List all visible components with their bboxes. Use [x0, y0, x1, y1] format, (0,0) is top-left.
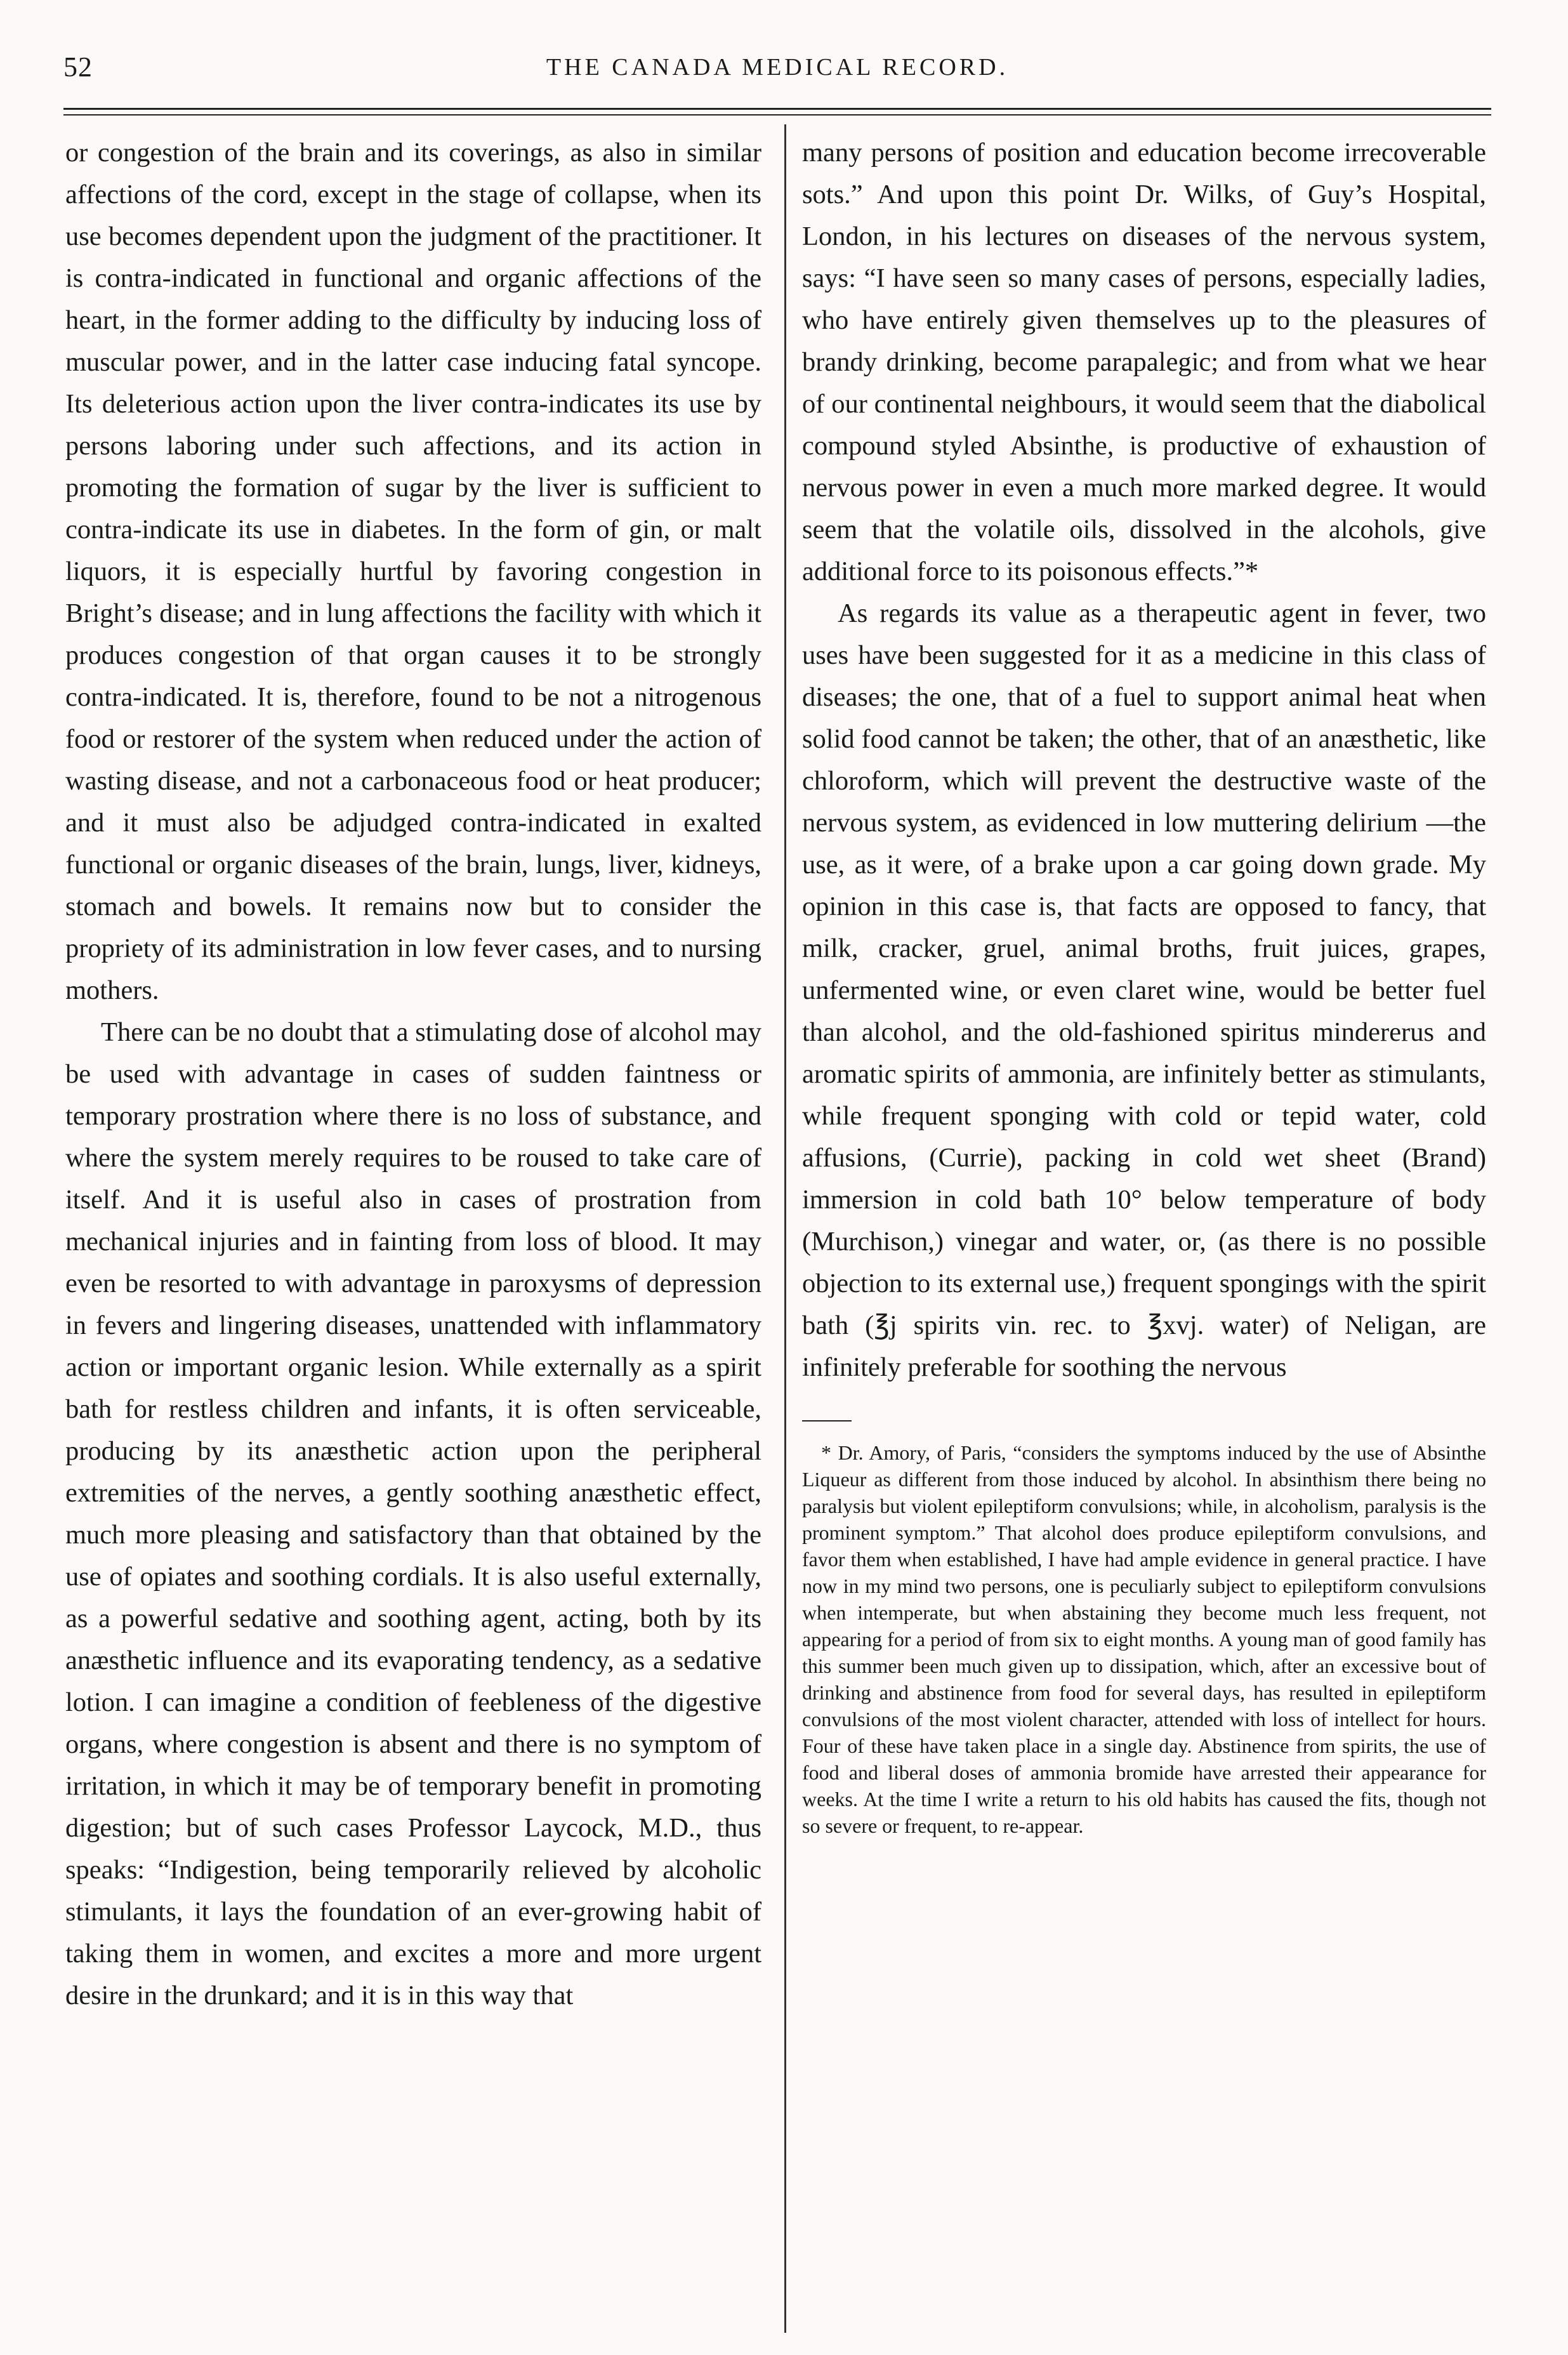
- page-number: 52: [63, 51, 93, 82]
- footnote-rule: [802, 1420, 852, 1422]
- column-divider: [784, 124, 786, 2333]
- journal-title: THE CANADA MEDICAL RECORD.: [546, 54, 1009, 81]
- right-column: [802, 132, 1486, 1839]
- header-rule-secondary: [63, 114, 1491, 115]
- paragraph: or congestion of the brain and its coverings, as also in similar affections of the cord, except in the stage of collapse, when its use becomes dependent upon the judgment of the practitioner. It is contra-indicated in functional and organic affections of the heart, in the former adding to the difficulty by inducing loss of muscular power, and in the latter case inducing fatal syncope. Its deleterious action upon the liver contra-indicates its use by persons laboring under such affections, and its action in promoting the formation of sugar by the liver is sufficient to contra-indicate its use in diabetes. In the form of gin, or malt liquors, it is especially hurtful by favoring congestion in Bright’s disease; and in lung affections the facility with which it produces congestion of that organ causes it to be strongly contra-indicated. It is, therefore, found to be not a nitrogenous food or restorer of the system when reduced under the action of wasting disease, and not a carbonaceous food or heat producer; and it must also be adjudged contra-indicated in exalted functional or organic diseases of the brain, lungs, liver, kidneys, stomach and bowels. It remains now but to consider the propriety of its administration in low fever cases, and to nursing mothers.: [65, 138, 761, 1005]
- running-head: [63, 39, 1491, 90]
- paragraph: As regards its value as a therapeutic agent in fever, two uses have been suggested for it as a medicine in this class of diseases; the one, that of a fuel to support animal heat when solid food cannot be taken; the other, that of an anæsthetic, like chloroform, which will prevent the destructive waste of the nervous system, as evidenced in low muttering delirium —the use, as it were, of a brake upon a car going down grade. My opinion in this case is, that facts are opposed to fancy, that milk, cracker, gruel, animal broths, fruit juices, grapes, unfermented wine, or even claret wine, would be better fuel than alcohol, and the old-fashioned spiritus mindererus and aromatic spirits of ammonia, are infinitely better as stimulants, while frequent sponging with cold or tepid water, cold affusions, (Currie), packing in cold wet sheet (Brand) immersion in cold bath 10° below temperature of body (Murchison,) vinegar and water, or, (as there is no possible objection to its external use,) frequent spongings with the spirit bath (℥j spirits vin. rec. to ℥xvj. water) of Neligan, are infinitely preferable for soothing the nervous: [802, 598, 1486, 1382]
- footnote: [802, 1439, 1486, 1839]
- left-column: [65, 132, 761, 2017]
- footnote-text: * Dr. Amory, of Paris, “considers the symptoms induced by the use of Absinthe Liqueur as different from those induced by alcohol. In absinthism there being no paralysis but violent epileptiform convulsions; while, in alcoholism, paralysis is the prominent symptom.” That alcohol does produce epileptiform convulsions, and favor them when established, I have had ample evidence in general practice. I have now in my mind two persons, one is peculiarly subject to epileptiform convulsions when intemperate, but when abstaining they become much less frequent, not appearing for a period of from six to eight months. A young man of good family has this summer been much given up to dissipation, which, after an excessive bout of drinking and abstinence from food for several days, has resulted in epileptiform convulsions of the most violent character, attended with loss of intellect for hours. Four of these have taken place in a single day. Abstinence from spirits, the use of food and liberal doses of ammonia bromide have arrested their appearance for weeks. At the time I write a return to his old habits has caused the fits, though not so severe or frequent, to re-appear.: [802, 1441, 1486, 1837]
- paragraph: many persons of position and education become irrecoverable sots.” And upon this point Dr. Wilks, of Guy’s Hospital, London, in his lectures on diseases of the nervous system, says: “I have seen so many cases of persons, especially ladies, who have entirely given themselves up to the pleasures of brandy drinking, become parapalegic; and from what we hear of our continental neighbours, it would seem that the diabolical compound styled Absinthe, is productive of exhaustion of nervous power in even a much more marked degree. It would seem that the volatile oils, dissolved in the alcohols, give additional force to its poisonous effects.”*: [802, 138, 1486, 586]
- paragraph: There can be no doubt that a stimulating dose of alcohol may be used with advantage in cases of sudden faintness or temporary prostration where there is no loss of substance, and where the system merely requires to be roused to take care of itself. And it is useful also in cases of prostration from mechanical injuries and in fainting from loss of blood. It may even be resorted to with advantage in paroxysms of depression in fevers and lingering diseases, unattended with inflammatory action or important organic lesion. While externally as a spirit bath for restless children and infants, it is often serviceable, producing by its anæsthetic action upon the peripheral extremities of the nerves, a gently soothing anæsthetic effect, much more pleasing and satisfactory than that obtained by the use of opiates and soothing cordials. It is also useful externally, as a powerful sedative and soothing agent, acting, both by its anæsthetic influence and its evaporating tendency, as a sedative lotion. I can imagine a condition of feebleness of the digestive organs, where congestion is absent and there is no symptom of irritation, in which it may be of temporary benefit in promoting digestion; but of such cases Professor Laycock, M.D., thus speaks: “Indigestion, being temporarily relieved by alcoholic stimulants, it lays the foundation of an ever-growing habit of taking them in women, and excites a more and more urgent desire in the drunkard; and it is in this way that: [65, 1017, 761, 2010]
- header-rule: [63, 108, 1491, 110]
